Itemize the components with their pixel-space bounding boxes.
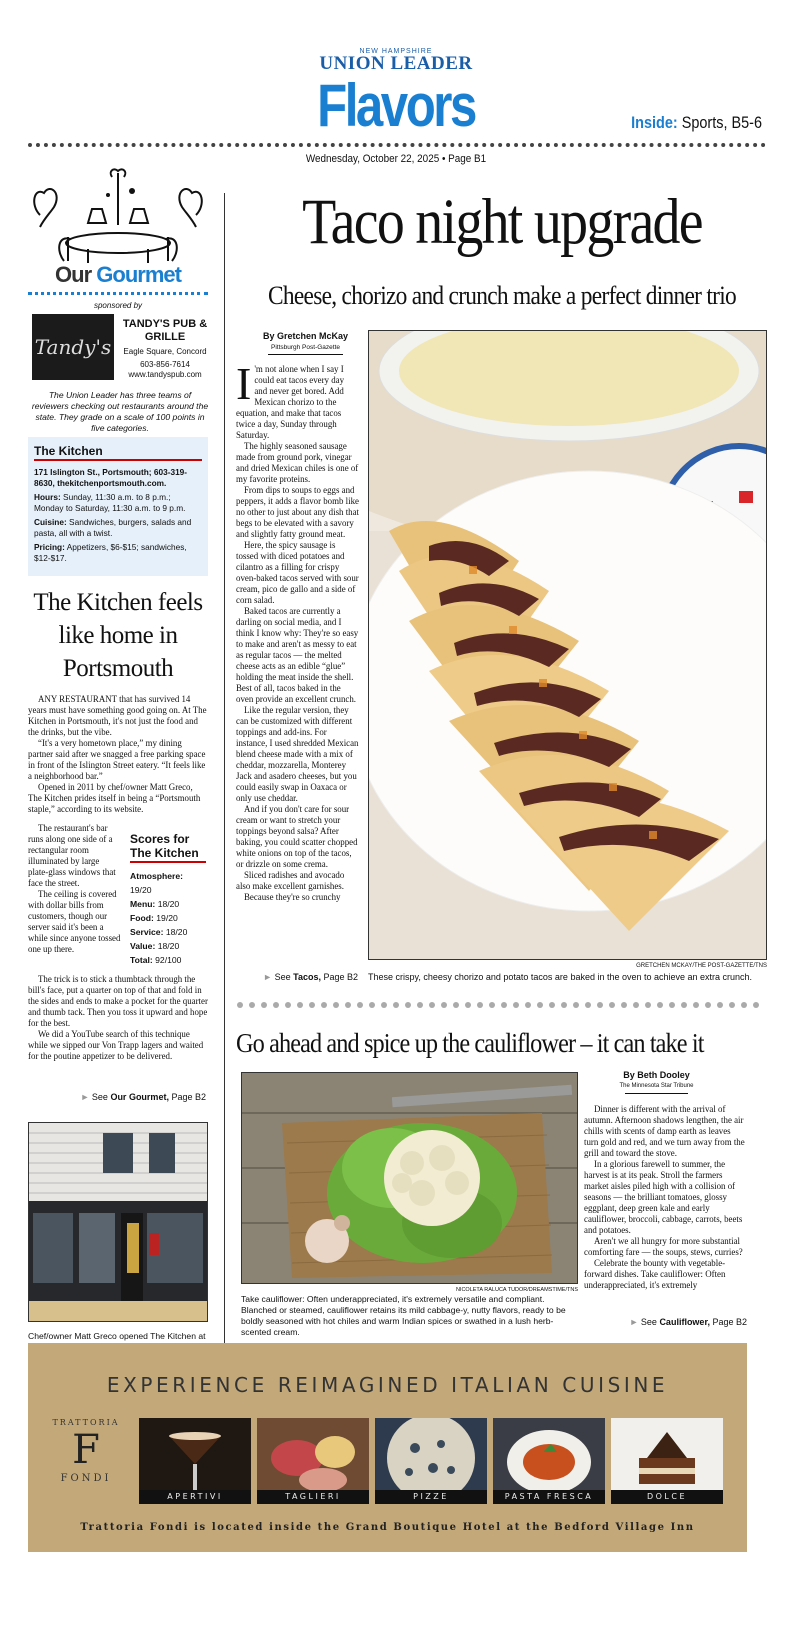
ad-logo-bottom: FONDI — [60, 1473, 112, 1484]
taco-photo — [368, 330, 767, 960]
taco-byline: By Gretchen McKay — [262, 331, 349, 341]
inside-label: Inside: — [631, 113, 678, 132]
sponsor-website-link[interactable]: www.tandyspub.com — [128, 370, 202, 379]
inside-teaser[interactable] — [631, 113, 762, 133]
score-row: Value: 18/20 — [130, 941, 180, 951]
ad-label-pizze[interactable]: PIZZE — [375, 1490, 487, 1504]
masthead-state: NEW HAMPSHIRE — [359, 48, 433, 55]
cauliflower-headline: Go ahead and spice up the cauliflower – it can take it — [236, 1028, 704, 1058]
ad-footer: Trattoria Fondi is located inside the Grand Boutique Hotel at the Bedford Village Inn — [80, 1522, 695, 1533]
cauliflower-byline: By Beth Dooley — [623, 1070, 690, 1080]
cauliflower-story-body: Dinner is different with the arrival of autumn. Afternoon shadows lengthen, the air chills with scents of damp earth as leaves turn gold and red, and we turn away from the grill and toward the stove. In a glorious farewell to summer, the harvest is at its peak. Stroll the farmers market aisles piled high with a collision of seasons — the brilliant tomatoes, glossy eggplant, deep green kale and early cauliflower, broccoli, cabbage, carrots, beets and potatoes. Aren't we all hungry for more substantial comforting fare — the soups, stews, curries? Celebrate the bounty with vegetable-forward dishes. Take cauliflower: Often underappreciated, it's extremely — [584, 1104, 745, 1290]
jump-link-our-gourmet[interactable]: ► See Our Gourmet, Page B2 — [80, 1092, 206, 1102]
kitchen-headline: The Kitchen feels like home in Portsmouth — [33, 589, 203, 682]
taco-photo-credit: GRETCHEN MCKAY/THE POST-GAZETTE/TNS — [636, 963, 767, 969]
dateline: Wednesday, October 22, 2025 • Page B1 — [305, 153, 487, 165]
taco-photo-caption: These crispy, cheesy chorizo and potato tacos are baked in the oven to achieve an extra crunch. — [368, 972, 753, 982]
score-row: Menu: 18/20 — [130, 899, 180, 909]
cauliflower-photo — [241, 1072, 578, 1284]
scores-box — [130, 832, 206, 967]
restaurant-hours: Hours: Sunday, 11:30 a.m. to 8 p.m.; Monday to Saturday, 11:30 a.m. to 9 p.m. — [34, 492, 186, 513]
kitchen-story-body: ANY RESTAURANT that has survived 14 years must have something good going on. At The Kitchen in Portsmouth, it's not just the food and the drinks, but the vibe. “It's a very hometown place,” my dining partner said after we snagged a free parking space in front of the Islington Street eatery. “It feels like a neighborhood bar.” Opened in 2011 by chef/owner Matt Greco, The Kitchen prides itself in being a “Portsmouth staple,” according to its website. — [28, 694, 207, 814]
taco-subhead: Cheese, chorizo and crunch make a perfect dinner trio — [268, 281, 736, 310]
sponsor-logo: Tandy's — [32, 314, 114, 380]
kitchen-photo-caption: Chef/owner Matt Greco opened The Kitchen at — [28, 1331, 206, 1341]
column-divider — [224, 193, 225, 1356]
reviewer-note: The Union Leader has three teams of reviewers checking out restaurants around the state. They grade on a scale of 100 points in five categories. — [31, 390, 209, 433]
gourmet-dotted-rule — [28, 292, 208, 295]
kitchen-story-body-lower: The trick is to stick a thumbtack through the bill's face, put a quarter on top of that and fold in the sides and ends to make a pocket for the quarter and thumb tack. Then you toss it upward and hope for the best. We did a YouTube search of this technique while we sipped our Von Trapp lagers and waited for the poutine appetizer to be delivered. — [28, 974, 208, 1061]
score-row: Total: 92/100 — [130, 955, 182, 965]
cauliflower-photo-caption: Take cauliflower: Often underappreciated, it's extremely versatile and compliant. Blanched or steamed, cauliflower retains its mild cabbage-y, nutty flavors, ready to be boldly seasoned with hot chiles and warm Indian spices or swathed in a lush herb-scented cream. — [241, 1294, 566, 1337]
score-row: Food: 19/20 — [130, 913, 178, 923]
cauliflower-photo-credit: NICOLETA RALUCA TUDOR/DREAMSTIME/TNS — [455, 1287, 578, 1293]
section-dot-divider — [236, 1001, 768, 1009]
restaurant-name: The Kitchen — [34, 444, 202, 461]
ad-logo-letter: F — [72, 1427, 100, 1473]
our-gourmet-logo-icon — [28, 165, 208, 265]
kitchen-story-body-narrow: The restaurant's bar runs along one side of a rectangular room illuminated by large plate-glass windows that face the street. The ceiling is covered with dollar bills from customers, though our server said it's been a while since anyone tossed one up there. — [28, 823, 121, 954]
restaurant-cuisine: Cuisine: Sandwiches, burgers, salads and pasta, all with a twist. — [34, 517, 192, 538]
restaurant-address: 171 Islington St., Portsmouth; 603-319-8630, thekitchenportsmouth.com. — [34, 467, 188, 488]
jump-arrow-icon: ► — [80, 1092, 90, 1102]
sponsor-address: Eagle Square, Concord — [123, 347, 207, 356]
ad-label-pasta-fresca[interactable]: PASTA FRESCA — [493, 1490, 605, 1504]
taco-publication: Pittsburgh Post-Gazette — [270, 344, 340, 351]
ad-logo-top: TRATTORIA — [52, 1418, 120, 1427]
trattoria-fondi-logo — [44, 1418, 128, 1498]
sponsor-phone: 603-856-7614 — [140, 360, 190, 369]
drop-cap: I — [236, 358, 252, 409]
taco-headline: Taco night upgrade — [302, 186, 702, 258]
kitchen-storefront-photo — [28, 1122, 208, 1322]
byline-rule — [625, 1093, 688, 1094]
masthead-rule — [28, 143, 766, 147]
scores-title: Scores for The Kitchen — [130, 832, 206, 863]
ad-label-taglieri[interactable]: TAGLIERI — [257, 1490, 369, 1504]
restaurant-info-box — [28, 437, 208, 576]
restaurant-pricing: Pricing: Appetizers, $6-$15; sandwiches, $12-$17. — [34, 542, 187, 563]
jump-arrow-icon: ► — [629, 1317, 639, 1327]
jump-link-tacos[interactable]: ► See Tacos, Page B2 — [263, 972, 358, 982]
score-row: Atmosphere: 19/20 — [130, 871, 184, 895]
ad-label-apertivi[interactable]: APERTIVI — [139, 1490, 251, 1504]
inside-text: Sports, B5-6 — [681, 113, 762, 132]
sponsor-name: TANDY'S PUB & GRILLE — [122, 318, 208, 343]
ad-headline: EXPERIENCE REIMAGINED ITALIAN CUISINE — [106, 1373, 669, 1397]
jump-link-cauliflower[interactable]: ► See Cauliflower, Page B2 — [629, 1317, 747, 1327]
section-title: Flavors — [317, 72, 475, 139]
sponsored-label: sponsored by — [93, 301, 143, 310]
score-row: Service: 18/20 — [130, 927, 188, 937]
our-gourmet-title: Our Gourmet — [55, 262, 181, 287]
ad-label-dolce[interactable]: DOLCE — [611, 1490, 723, 1504]
byline-rule — [268, 354, 343, 355]
cauliflower-publication: The Minnesota Star Tribune — [619, 1083, 694, 1089]
taco-story-body: I 'm not alone when I say I could eat tacos every day and never get bored. Add Mexican chorizo to the equation, and make that tacos twice a day, Sunday through Saturday. The highly seasoned sausage made from ground pork, vinegar and dried Mexican chiles is one of my favorite proteins. From dips to soups to eggs and peppers, it adds a flavor bomb like no other to just about any dish that begs to be elevated with a savory and slightly fatty ground meat. Here, the spicy sausage is tossed with diced potatoes and cilantro as a filling for crispy oven-baked tacos served with sour cream, pico de gallo and a side of corn salad. Baked tacos are currently a darling on social media, and I think I know why: They're so easy to make and aren't as messy to eat as regular tacos — the melted cheese acts as an edible “glue” holding the meat inside the shell. Best of all, tacos baked in the oven provide an excellent crunch. Like the regular version, they can be customized with different toppings and add-ins. For instance, I used shredded Mexican blend cheese made with a mix of cheddar, mozzarella, Monterey Jack and asadero cheeses, but you could easily swap in Oaxaca or only use cheddar. And if you don't care for sour cream or want to stretch your toppings beyond salsa? After baking, you could scatter chopped white onions on top of the tacos, or drizzle on some crema. Sliced radishes and avocado also make excellent garnishes. Because they're so crunchy — [236, 358, 360, 902]
masthead-paper-name: UNION LEADER — [319, 53, 473, 74]
jump-arrow-icon: ► — [263, 972, 273, 982]
